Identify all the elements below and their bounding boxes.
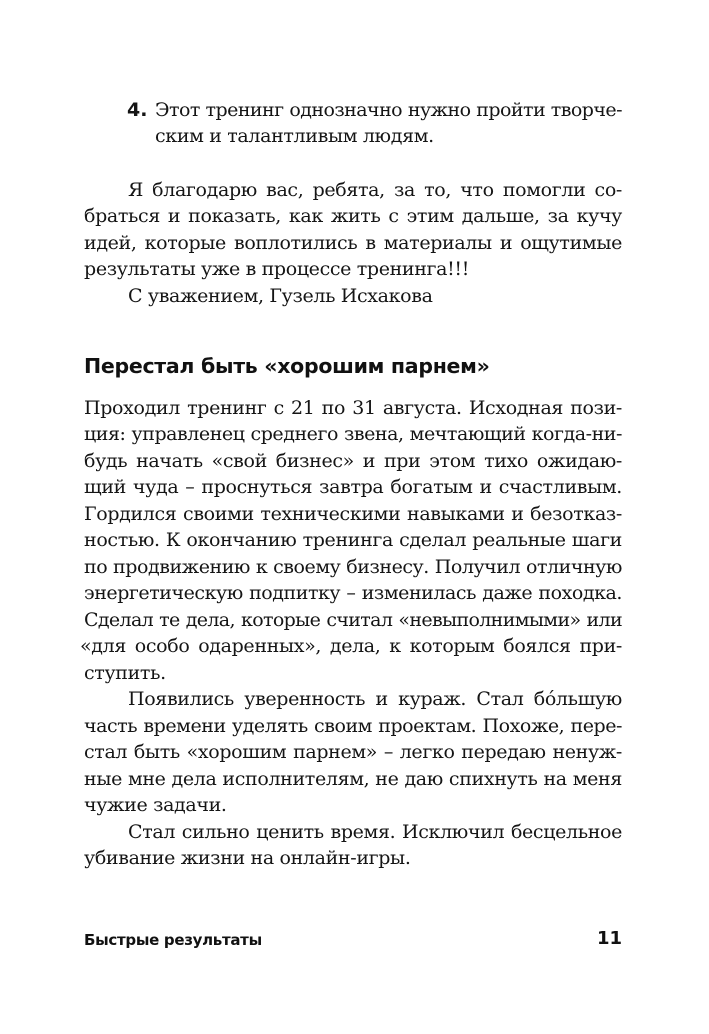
paragraph-line: Стал сильно ценить время. Исключил бесцельное <box>128 821 622 843</box>
paragraph-line: будь начать «свой бизнес» и при этом тихо ожидаю- <box>84 450 622 472</box>
paragraph-line: часть времени уделять своим проектам. Похоже, пере- <box>84 715 622 737</box>
letter-line: идей, которые воплотились в материалы и ощутимые <box>84 232 622 254</box>
paragraph-line: ностью. К окончанию тренинга сделал реальные шаги <box>84 529 622 551</box>
letter-signature: С уважением, Гузель Исхакова <box>128 285 433 307</box>
list-item-number: 4. <box>127 99 148 121</box>
letter-line: Я благодарю вас, ребята, за то, что помогли со- <box>128 179 622 201</box>
paragraph-line: «для особо одаренных», дела, к которым боялся при- <box>80 635 622 657</box>
paragraph-line: Появились уверенность и кураж. Стал бóльшую <box>128 688 622 710</box>
paragraph-line: энергетическую подпитку – изменилась даже походка. <box>84 582 622 604</box>
paragraph-line: Гордился своими техническими навыками и безотказ- <box>84 503 622 525</box>
list-item-line: Этот тренинг однозначно нужно пройти творче- <box>155 99 622 121</box>
section-heading: Перестал быть «хорошим парнем» <box>84 354 490 378</box>
paragraph-line: ция: управленец среднего звена, мечтающий когда-ни- <box>84 423 622 445</box>
paragraph-line: стал быть «хорошим парнем» – легко передаю ненуж- <box>84 741 622 763</box>
paragraph-line: ные мне дела исполнителям, не даю спихнуть на меня <box>84 768 622 790</box>
paragraph-line: по продвижению к своему бизнесу. Получил отличную <box>84 556 622 578</box>
letter-line: браться и показать, как жить с этим дальше, за кучу <box>84 205 622 227</box>
list-item-line: ским и талантливым людям. <box>155 125 434 147</box>
letter-line: результаты уже в процессе тренинга!!! <box>84 258 469 280</box>
paragraph-line: щий чуда – проснуться завтра богатым и счастливым. <box>84 476 622 498</box>
page-number: 11 <box>596 928 622 949</box>
paragraph-line: чужие задачи. <box>84 794 227 816</box>
running-footer-title: Быстрые результаты <box>84 931 262 949</box>
paragraph-line: Проходил тренинг с 21 по 31 августа. Исходная пози- <box>84 397 622 419</box>
paragraph-line: ступить. <box>84 662 166 684</box>
paragraph-line: убивание жизни на онлайн-игры. <box>84 847 411 869</box>
paragraph-line: Сделал те дела, которые считал «невыполнимыми» или <box>84 609 622 631</box>
